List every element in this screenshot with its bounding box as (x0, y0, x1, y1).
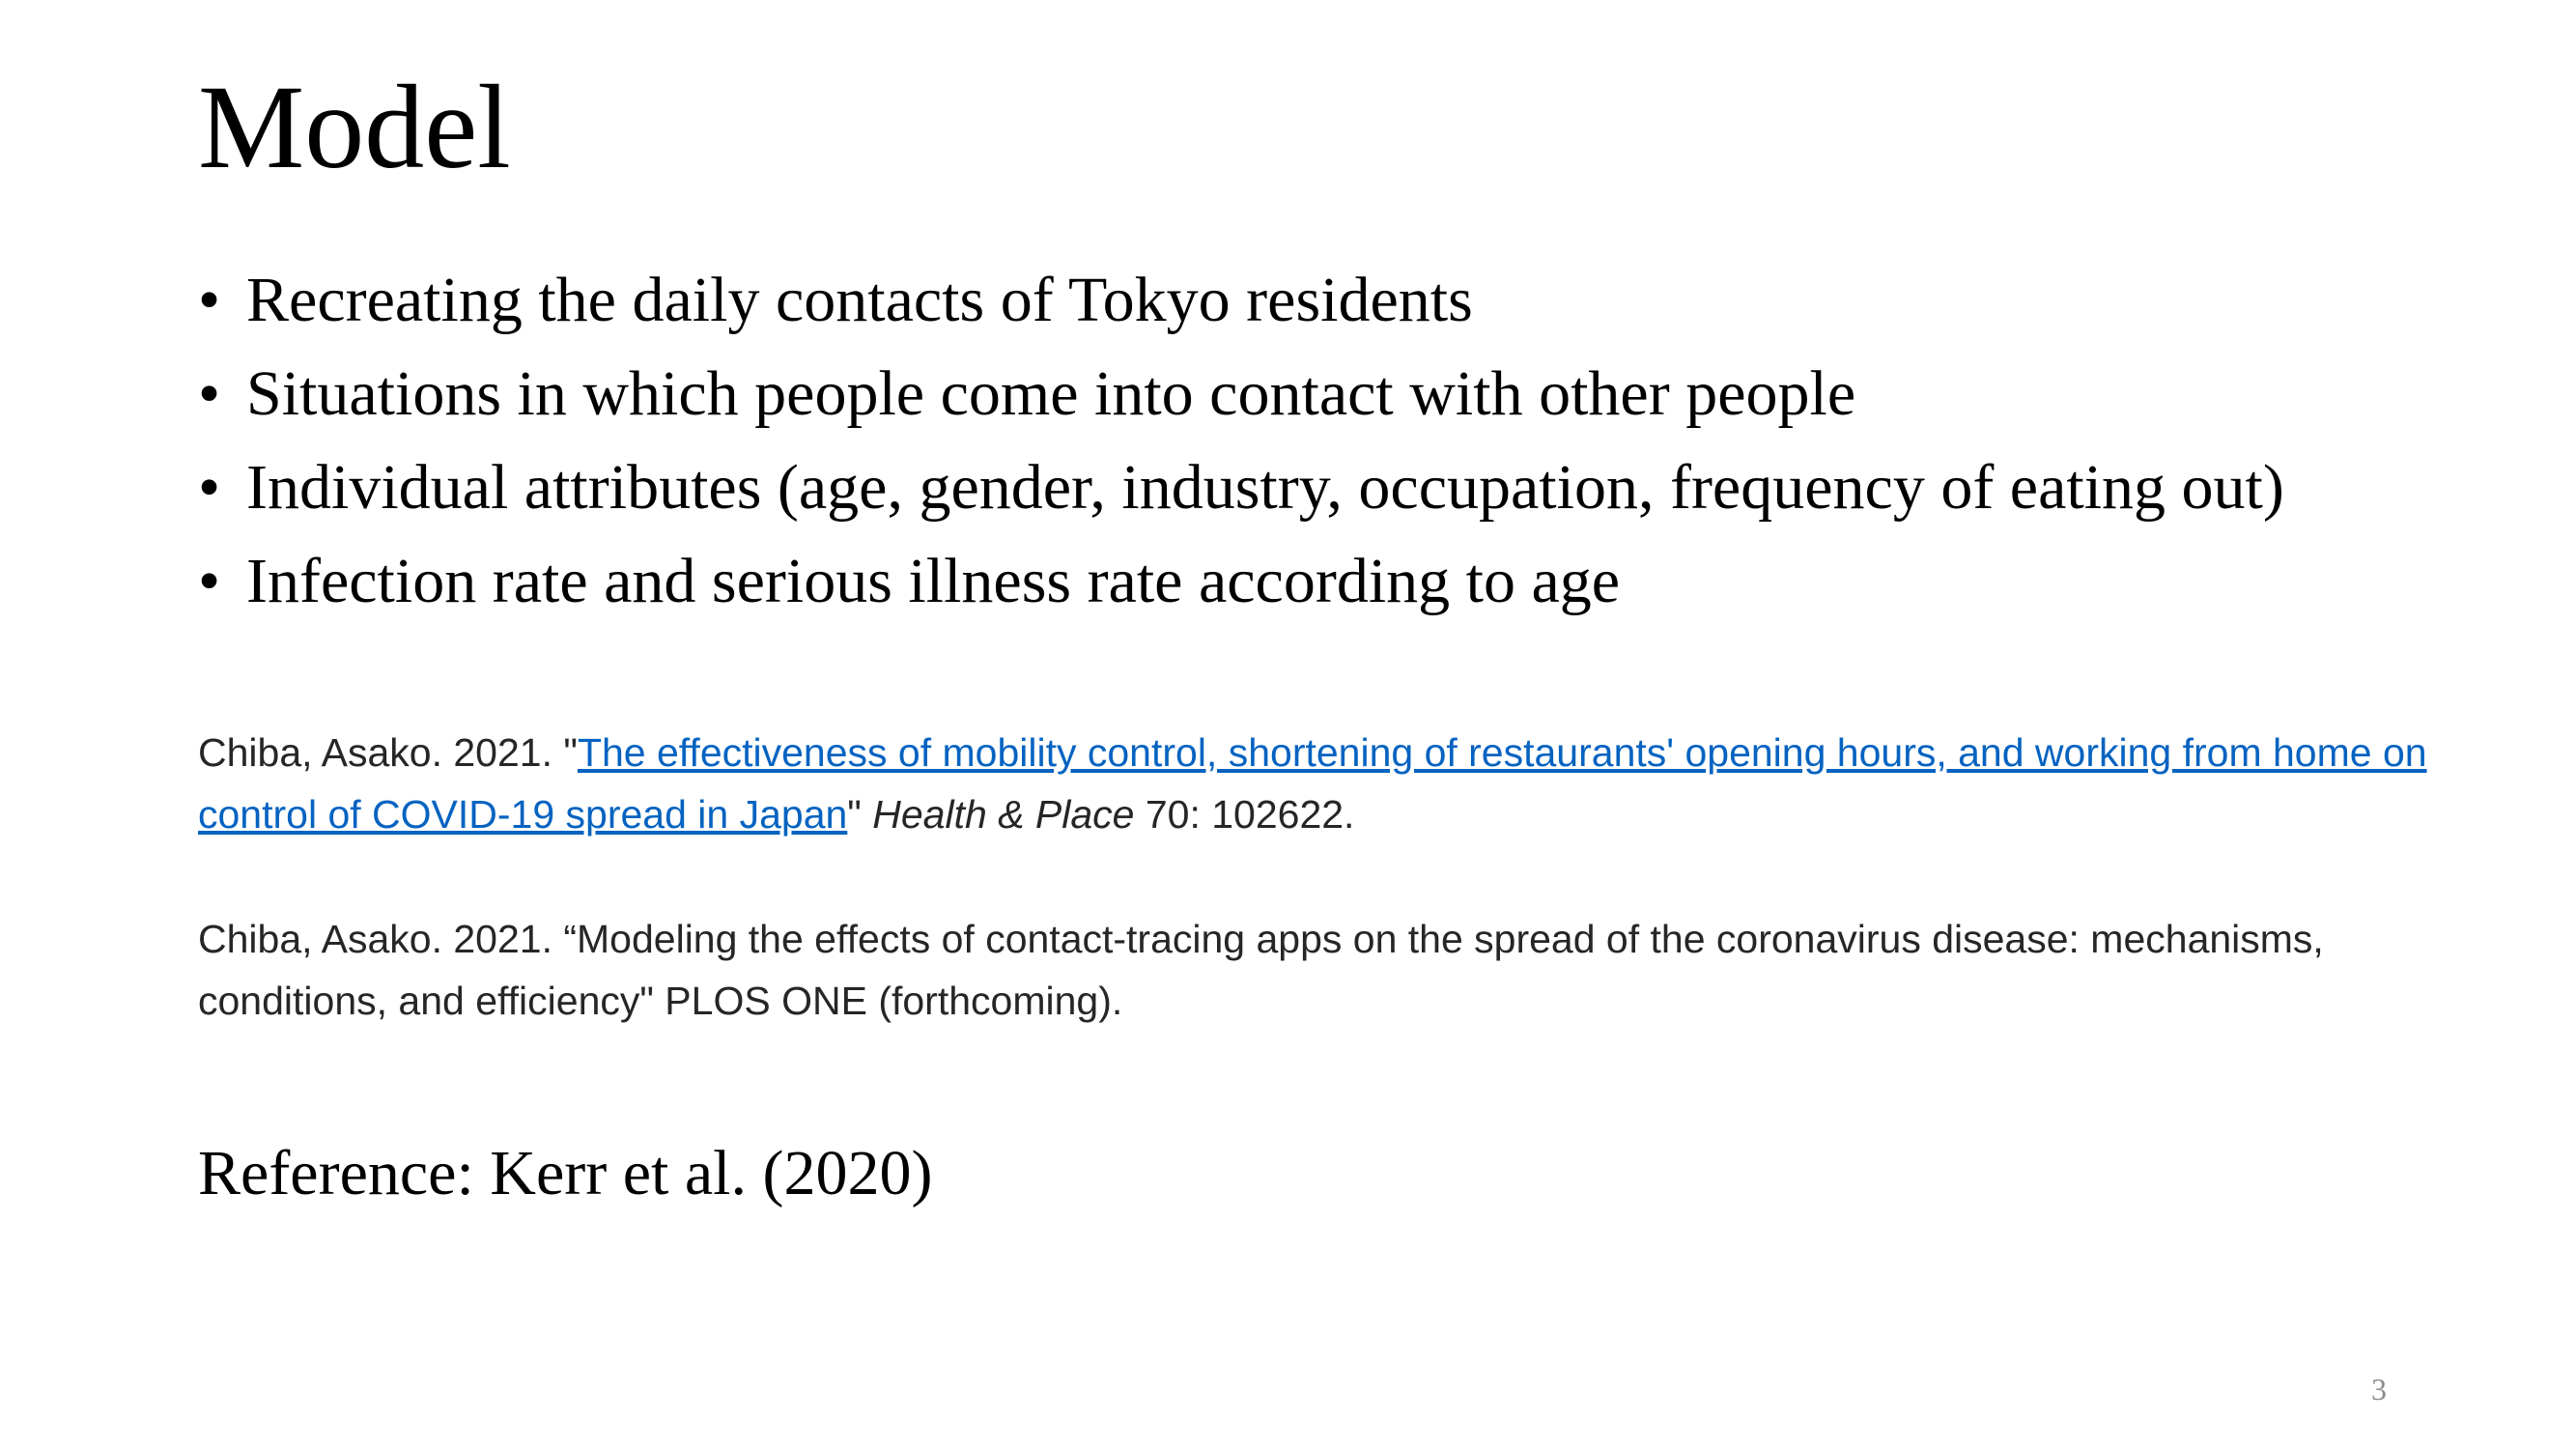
bullet-dot-icon: • (198, 265, 221, 335)
bullet-item (198, 440, 2284, 534)
bullet-dot-icon: • (198, 546, 221, 616)
bullet-text: Recreating the daily contacts of Tokyo residents (246, 265, 1473, 335)
bullet-item (198, 253, 2284, 347)
citation-article-link[interactable]: The effectiveness of mobility control, shortening of restaurants' opening hours, and working from home on control of COVID-19 spread in Japan (198, 730, 2427, 837)
bullet-list (198, 253, 2284, 628)
citation-after-link: " (847, 792, 873, 837)
bullet-text: Situations in which people come into contact with other people (246, 358, 1856, 429)
bullet-dot-icon: • (198, 452, 221, 523)
slide-title: Model (198, 61, 511, 193)
citation-plos-one: Chiba, Asako. 2021. “Modeling the effects of contact-tracing apps on the spread of the coronavirus disease: mechanisms, conditions, and efficiency" PLOS ONE (forthcoming). (198, 917, 2324, 1023)
citation-health-place (198, 722, 2458, 845)
bullet-text: Infection rate and serious illness rate according to age (246, 546, 1621, 616)
citation-suffix: 70: 102622. (1134, 792, 1355, 837)
citation-prefix: Chiba, Asako. 2021. " (198, 730, 578, 775)
page-number: 3 (2371, 1372, 2387, 1406)
citation-journal: Health & Place (872, 792, 1135, 837)
reference-line: Reference: Kerr et al. (2020) (198, 1138, 933, 1208)
bullet-item (198, 347, 2284, 440)
bullet-item (198, 534, 2284, 628)
bullet-dot-icon: • (198, 358, 221, 429)
bullet-text: Individual attributes (age, gender, industry, occupation, frequency of eating out) (246, 452, 2284, 523)
